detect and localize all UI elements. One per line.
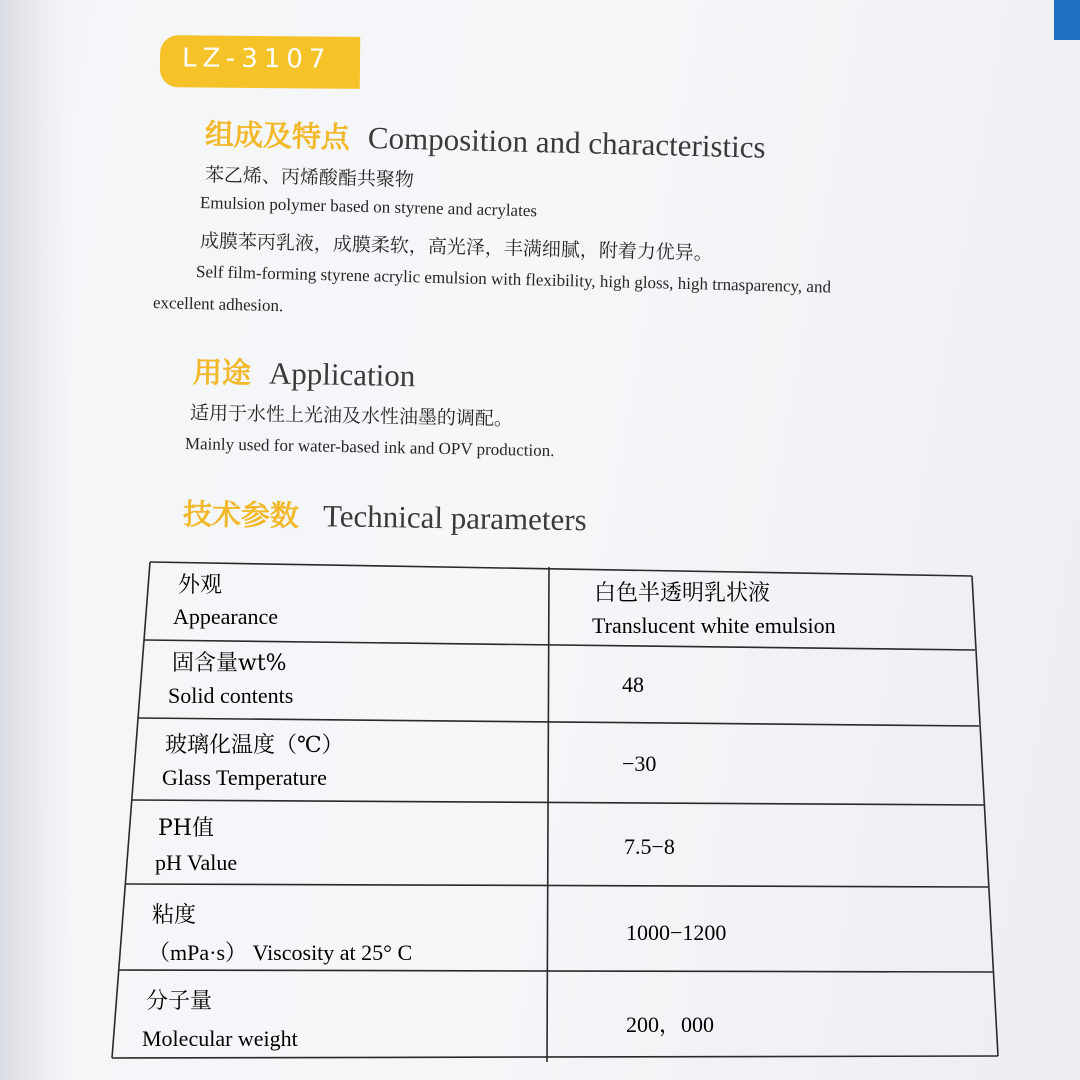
table-row	[173, 573, 836, 638]
table-row	[162, 733, 656, 790]
row-value: 7.5−8	[624, 834, 675, 859]
application-line-en: Mainly used for water-based ink and OPV production.	[184, 434, 555, 461]
application-title-en: Application	[268, 355, 416, 394]
row-value: 1000−1200	[626, 920, 727, 945]
table-row	[142, 989, 714, 1051]
composition-line1-en: Emulsion polymer based on styrene and acrylates	[199, 193, 538, 221]
composition-title-en: Composition and characteristics	[367, 119, 766, 165]
row-value: −30	[622, 751, 657, 776]
table-row	[155, 816, 675, 875]
row-label-en: Molecular weight	[142, 1026, 298, 1051]
row-label-cn: 外观	[178, 573, 223, 598]
row-label-cn: 固含量wt%	[172, 651, 287, 676]
row-label-cn: PH值	[158, 816, 214, 841]
composition-title-cn: 组成及特点	[204, 117, 351, 155]
row-value-cn: 白色半透明乳状液	[594, 581, 771, 606]
row-value: 48	[622, 672, 644, 697]
table-row	[168, 651, 644, 708]
technical-title-cn: 技术参数	[182, 497, 300, 533]
application-line-cn: 适用于水性上光油及水性油墨的调配。	[189, 402, 514, 431]
composition-line2-en-a: Self film-forming styrene acrylic emulsion with flexibility, high gloss, high trnasparency, and	[195, 262, 832, 297]
row-label-en: pH Value	[155, 850, 238, 875]
technical-title-en: Technical parameters	[322, 498, 587, 538]
table-grid	[112, 562, 998, 1062]
row-label-en: Glass Temperature	[162, 765, 327, 790]
composition-line1-cn: 苯乙烯、丙烯酸酯共聚物	[204, 164, 415, 192]
row-label-en: Appearance	[173, 604, 279, 629]
table-row	[148, 903, 726, 965]
row-label-cn: 粘度	[152, 903, 197, 928]
composition-line2-en-b: excellent adhesion.	[152, 293, 284, 316]
row-label-cn: 玻璃化温度（℃）	[165, 733, 344, 758]
row-value: 200，000	[626, 1012, 715, 1037]
row-value: Translucent white emulsion	[592, 613, 836, 638]
product-code: LZ-3107	[181, 43, 332, 75]
row-label-en: （mPa·s） Viscosity at 25° C	[148, 940, 413, 965]
row-label-cn: 分子量	[146, 989, 213, 1014]
composition-line2-cn: 成膜苯丙乳液，成膜柔软，高光泽，丰满细腻，附着力优异。	[199, 230, 714, 265]
application-title-cn: 用途	[192, 355, 252, 391]
row-label-en: Solid contents	[168, 683, 294, 708]
